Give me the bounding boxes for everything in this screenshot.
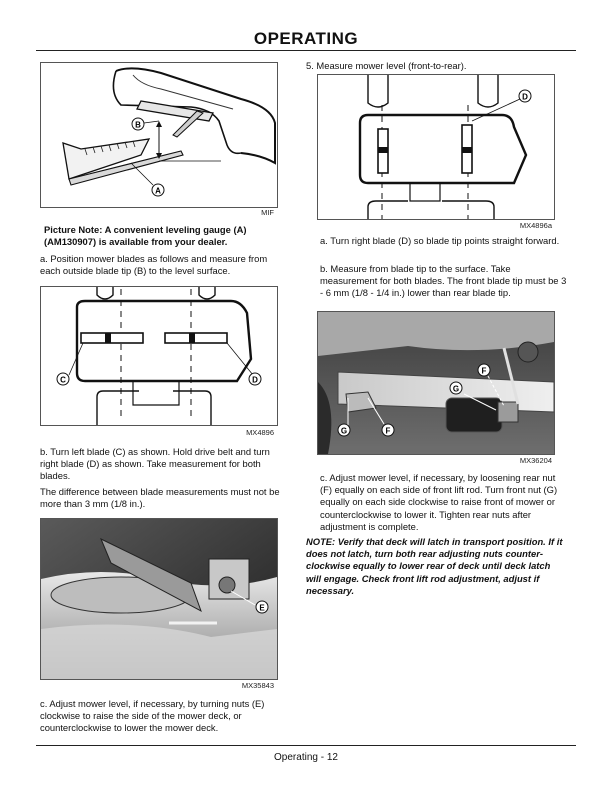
figure-id: MX35843 (241, 681, 274, 690)
figure-photo-nuts-fg (317, 311, 555, 455)
step-c-text-right: c. Adjust mower level, if necessary, by loosening rear nut (F) equally on each side of front lift rod. Turn front nut (G) equally on each side clockwise to raise front of mower or counterclockwise to lower it. Tighten rear nuts after adjustment is complete. (320, 472, 558, 532)
svg-text:G: G (452, 384, 460, 394)
svg-text:F: F (385, 426, 391, 436)
difference-text: The difference between blade measurements must not be more than 3 mm (1/8 in.). (40, 486, 280, 510)
callout-f (478, 364, 490, 376)
svg-text:D: D (522, 92, 528, 102)
step-b-text-right: b. Measure from blade tip to the surface. Take measurement for both blades. The front blade tip must be 3 - 6 mm (1/8 - 1/4 in.) lower than rear blade tip. (320, 263, 567, 299)
svg-text:A: A (155, 186, 161, 196)
note-text: NOTE: Verify that deck will latch in transport position. If it does not latch, turn both rear adjusting nuts counter-clockwise equally to lower rear of deck until deck latch will engage. Check front lift rod adjustment, adjust if necessary. (306, 536, 563, 596)
figure-blade-side (40, 286, 278, 426)
callout-e (256, 601, 268, 613)
svg-text:F: F (481, 366, 487, 376)
callout-g (450, 382, 462, 394)
page-title: OPERATING (253, 29, 359, 48)
step-5-text: 5. Measure mower level (front-to-rear). (306, 60, 467, 71)
header-rule (36, 50, 576, 51)
callout-d (249, 373, 261, 385)
callout-f (382, 424, 394, 436)
figure-blade-front-rear (317, 74, 555, 220)
picture-note: Picture Note: A convenient leveling gauge (A) (AM130907) is available from your dealer. (44, 224, 247, 248)
figure-id: MX4896a (519, 221, 552, 230)
footer-rule (36, 745, 576, 746)
figure-id: MX4896 (246, 428, 274, 437)
svg-text:B: B (135, 120, 141, 130)
callout-a (152, 184, 164, 196)
svg-text:G: G (340, 426, 348, 436)
callout-b (132, 118, 144, 130)
figure-leveling-gauge (40, 62, 278, 208)
svg-text:C: C (60, 375, 66, 385)
step-a-text: a. Position mower blades as follows and measure from each outside blade tip (B) to the level surface. (40, 253, 268, 277)
step-a-text-right: a. Turn right blade (D) so blade tip points straight forward. (320, 235, 560, 246)
page-number: Operating - 12 (274, 752, 338, 763)
callout-g (338, 424, 350, 436)
step-b-text: b. Turn left blade (C) as shown. Hold drive belt and turn right blade (D) as shown. Take measurement for both blades. (40, 446, 270, 482)
svg-text:E: E (259, 603, 265, 613)
figure-photo-nuts-e (40, 518, 278, 680)
step-c-text: c. Adjust mower level, if necessary, by turning nuts (E) clockwise to raise the side of the mower deck, or counterclockwise to lower the mower deck. (40, 698, 265, 734)
callout-d (519, 90, 531, 102)
figure-id: MX36204 (519, 456, 552, 465)
svg-text:D: D (252, 375, 258, 385)
callout-c (57, 373, 69, 385)
figure-id: MIF (261, 208, 274, 217)
